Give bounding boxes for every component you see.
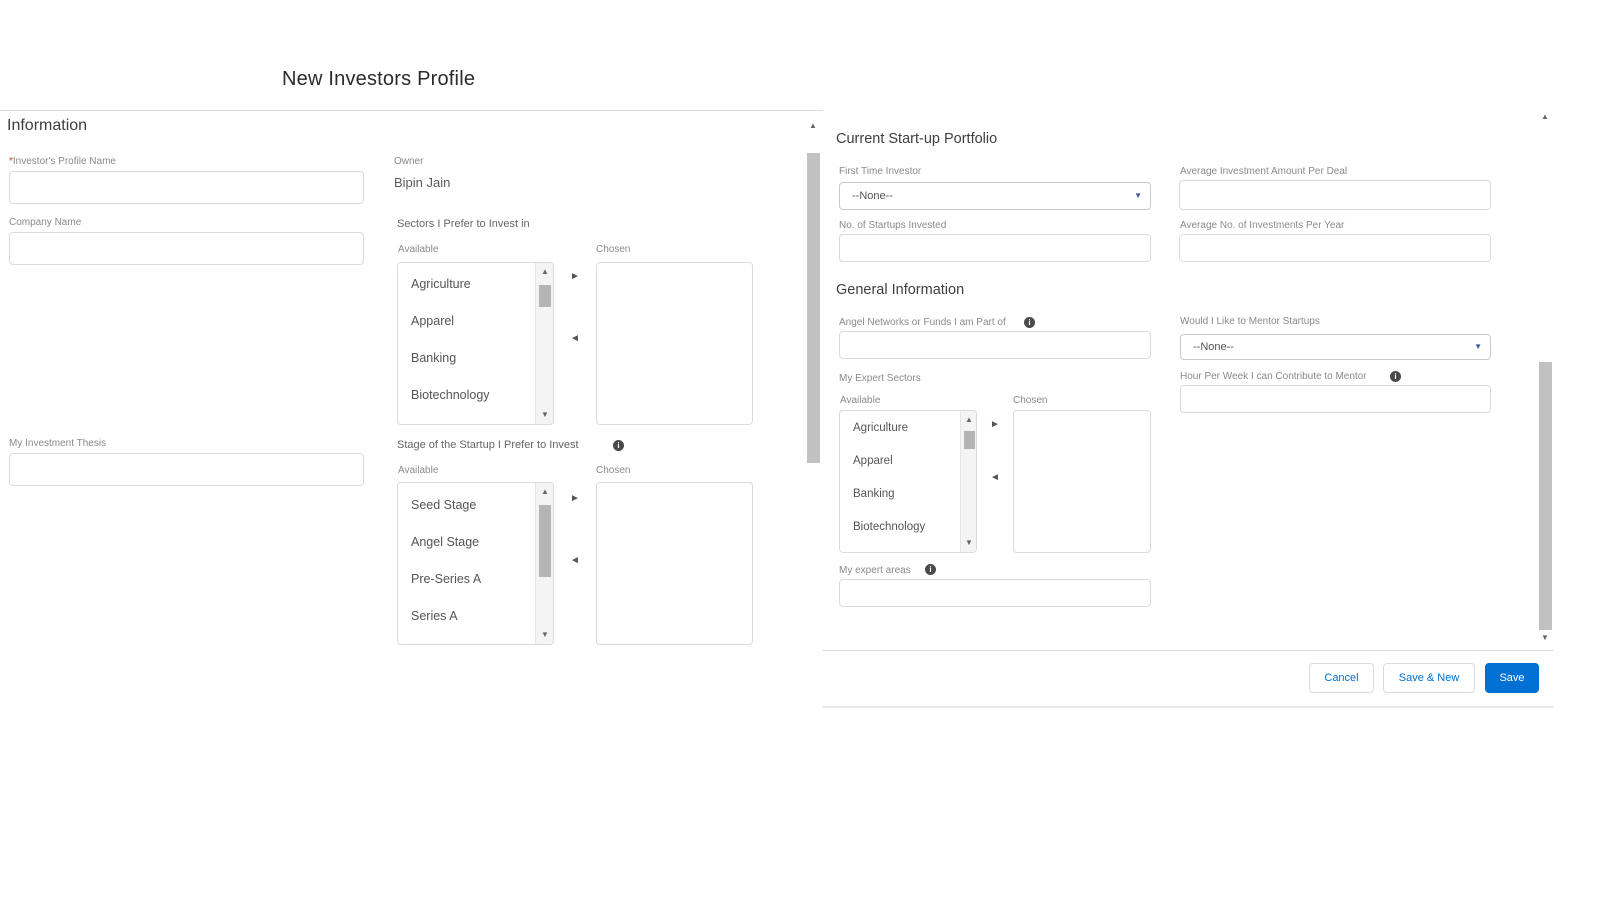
first-time-investor-value: --None-- xyxy=(852,190,893,202)
scrollbar-thumb[interactable] xyxy=(539,505,551,577)
startups-invested-label: No. of Startups Invested xyxy=(839,220,947,231)
portfolio-section-title: Current Start-up Portfolio xyxy=(836,131,998,147)
left-panel-scrollbar[interactable] xyxy=(805,115,821,672)
scrollbar-thumb[interactable] xyxy=(807,153,820,463)
first-time-investor-label: First Time Investor xyxy=(839,166,922,177)
scroll-up-icon[interactable]: ▲ xyxy=(1541,112,1549,121)
footer-divider xyxy=(823,650,1553,651)
expert-sectors-label: My Expert Sectors xyxy=(839,373,921,384)
scrollbar-thumb[interactable] xyxy=(1539,362,1552,630)
sectors-move-right-icon[interactable]: ► xyxy=(570,271,580,282)
general-info-section-title: General Information xyxy=(836,282,965,298)
sectors-chosen-list[interactable] xyxy=(596,262,753,425)
sector-option[interactable]: Biotechnology xyxy=(411,388,490,402)
expert-sectors-scrollbar[interactable] xyxy=(960,411,976,552)
stage-option[interactable]: Series A xyxy=(411,609,458,623)
expert-areas-info-icon[interactable]: i xyxy=(925,564,936,575)
company-name-label: Company Name xyxy=(9,217,82,228)
stage-options xyxy=(398,483,553,645)
scroll-up-icon[interactable]: ▲ xyxy=(541,267,549,276)
save-button[interactable]: Save xyxy=(1485,663,1539,693)
cancel-button[interactable]: Cancel xyxy=(1309,663,1374,693)
hours-per-week-label: Hour Per Week I can Contribute to Mentor xyxy=(1180,371,1367,382)
investment-thesis-input[interactable] xyxy=(9,453,364,486)
angel-network-label: Angel Networks or Funds I am Part of xyxy=(839,317,1006,328)
expert-areas-label: My expert areas xyxy=(839,565,911,576)
first-time-investor-select[interactable] xyxy=(839,182,1151,210)
expert-sector-option[interactable]: Apparel xyxy=(853,455,893,467)
expert-sector-option[interactable]: Agriculture xyxy=(853,422,908,434)
hours-per-week-input[interactable] xyxy=(1180,385,1491,413)
startups-invested-input[interactable] xyxy=(839,234,1151,262)
sectors-available-list[interactable] xyxy=(397,262,554,425)
caret-down-icon: ▼ xyxy=(1474,342,1482,351)
sector-option[interactable]: Apparel xyxy=(411,314,455,328)
right-form-panel xyxy=(823,110,1553,708)
scroll-up-icon[interactable]: ▲ xyxy=(965,415,973,424)
right-panel-scrollbar[interactable] xyxy=(1537,110,1553,645)
expert-sectors-move-left-icon[interactable]: ◄ xyxy=(990,472,1000,483)
average-investments-per-year-input[interactable] xyxy=(1179,234,1491,262)
average-investment-amount-label: Average Investment Amount Per Deal xyxy=(1180,166,1348,177)
expert-sectors-available-list[interactable] xyxy=(839,410,977,553)
sectors-move-left-icon[interactable]: ◄ xyxy=(570,333,580,344)
average-investments-per-year-label: Average No. of Investments Per Year xyxy=(1180,220,1345,231)
scrollbar-thumb[interactable] xyxy=(539,285,551,307)
owner-value[interactable]: Bipin Jain xyxy=(394,175,451,190)
scroll-down-icon[interactable]: ▼ xyxy=(965,538,973,547)
sectors-scrollbar[interactable] xyxy=(535,263,553,424)
stage-available-label: Available xyxy=(398,465,439,476)
sectors-label: Sectors I Prefer to Invest in xyxy=(397,218,530,230)
investment-thesis-label: My Investment Thesis xyxy=(9,438,107,449)
stage-option[interactable]: Pre-Series A xyxy=(411,572,482,586)
owner-label: Owner xyxy=(394,156,424,167)
mentor-startups-value: --None-- xyxy=(1193,341,1234,353)
scroll-down-icon[interactable]: ▼ xyxy=(541,630,549,639)
stage-option[interactable]: Seed Stage xyxy=(411,498,477,512)
expert-sector-option[interactable]: Banking xyxy=(853,488,895,500)
information-panel xyxy=(0,110,823,672)
angel-network-info-icon[interactable]: i xyxy=(1024,317,1035,328)
expert-sectors-available-label: Available xyxy=(840,395,881,406)
scroll-up-icon[interactable]: ▲ xyxy=(541,487,549,496)
expert-sectors-chosen-label: Chosen xyxy=(1013,395,1048,406)
expert-sectors-chosen-list[interactable] xyxy=(1013,410,1151,553)
stage-move-left-icon[interactable]: ◄ xyxy=(570,555,580,566)
investor-profile-name-label xyxy=(9,156,116,167)
sectors-available-label: Available xyxy=(398,244,439,255)
sector-option[interactable]: Agriculture xyxy=(411,277,471,291)
angel-network-input[interactable] xyxy=(839,331,1151,359)
stage-available-list[interactable] xyxy=(397,482,554,645)
expert-areas-input[interactable] xyxy=(839,579,1151,607)
stage-info-icon[interactable]: i xyxy=(613,440,624,451)
expert-sector-option[interactable]: Biotechnology xyxy=(853,521,926,533)
caret-down-icon: ▼ xyxy=(1134,191,1142,200)
page-title: New Investors Profile xyxy=(282,68,476,90)
scroll-down-icon[interactable]: ▼ xyxy=(1541,633,1549,642)
sector-option[interactable]: Banking xyxy=(411,351,457,365)
hours-per-week-info-icon[interactable]: i xyxy=(1390,371,1401,382)
mentor-startups-select[interactable] xyxy=(1180,334,1491,360)
stage-scrollbar[interactable] xyxy=(535,483,553,644)
scrollbar-thumb[interactable] xyxy=(964,431,975,449)
average-investment-amount-input[interactable] xyxy=(1179,180,1491,210)
company-name-input[interactable] xyxy=(9,232,364,265)
investor-profile-name-input[interactable] xyxy=(9,171,364,204)
scroll-up-icon[interactable]: ▲ xyxy=(809,121,817,130)
stage-label: Stage of the Startup I Prefer to Invest xyxy=(397,439,579,451)
investor-profile-name-label-text: Investor's Profile Name xyxy=(12,156,116,167)
stage-option[interactable]: Angel Stage xyxy=(411,535,480,549)
sectors-options xyxy=(398,263,553,425)
stage-chosen-label: Chosen xyxy=(596,465,631,476)
stage-move-right-icon[interactable]: ► xyxy=(570,493,580,504)
stage-chosen-list[interactable] xyxy=(596,482,753,645)
scroll-down-icon[interactable]: ▼ xyxy=(541,410,549,419)
information-section-title: Information xyxy=(7,117,88,134)
save-and-new-button[interactable]: Save & New xyxy=(1383,663,1475,693)
mentor-startups-label: Would I Like to Mentor Startups xyxy=(1180,316,1320,327)
expert-sectors-move-right-icon[interactable]: ► xyxy=(990,419,1000,430)
sectors-chosen-label: Chosen xyxy=(596,244,631,255)
expert-sectors-options xyxy=(840,411,976,553)
required-marker: * xyxy=(9,156,13,167)
